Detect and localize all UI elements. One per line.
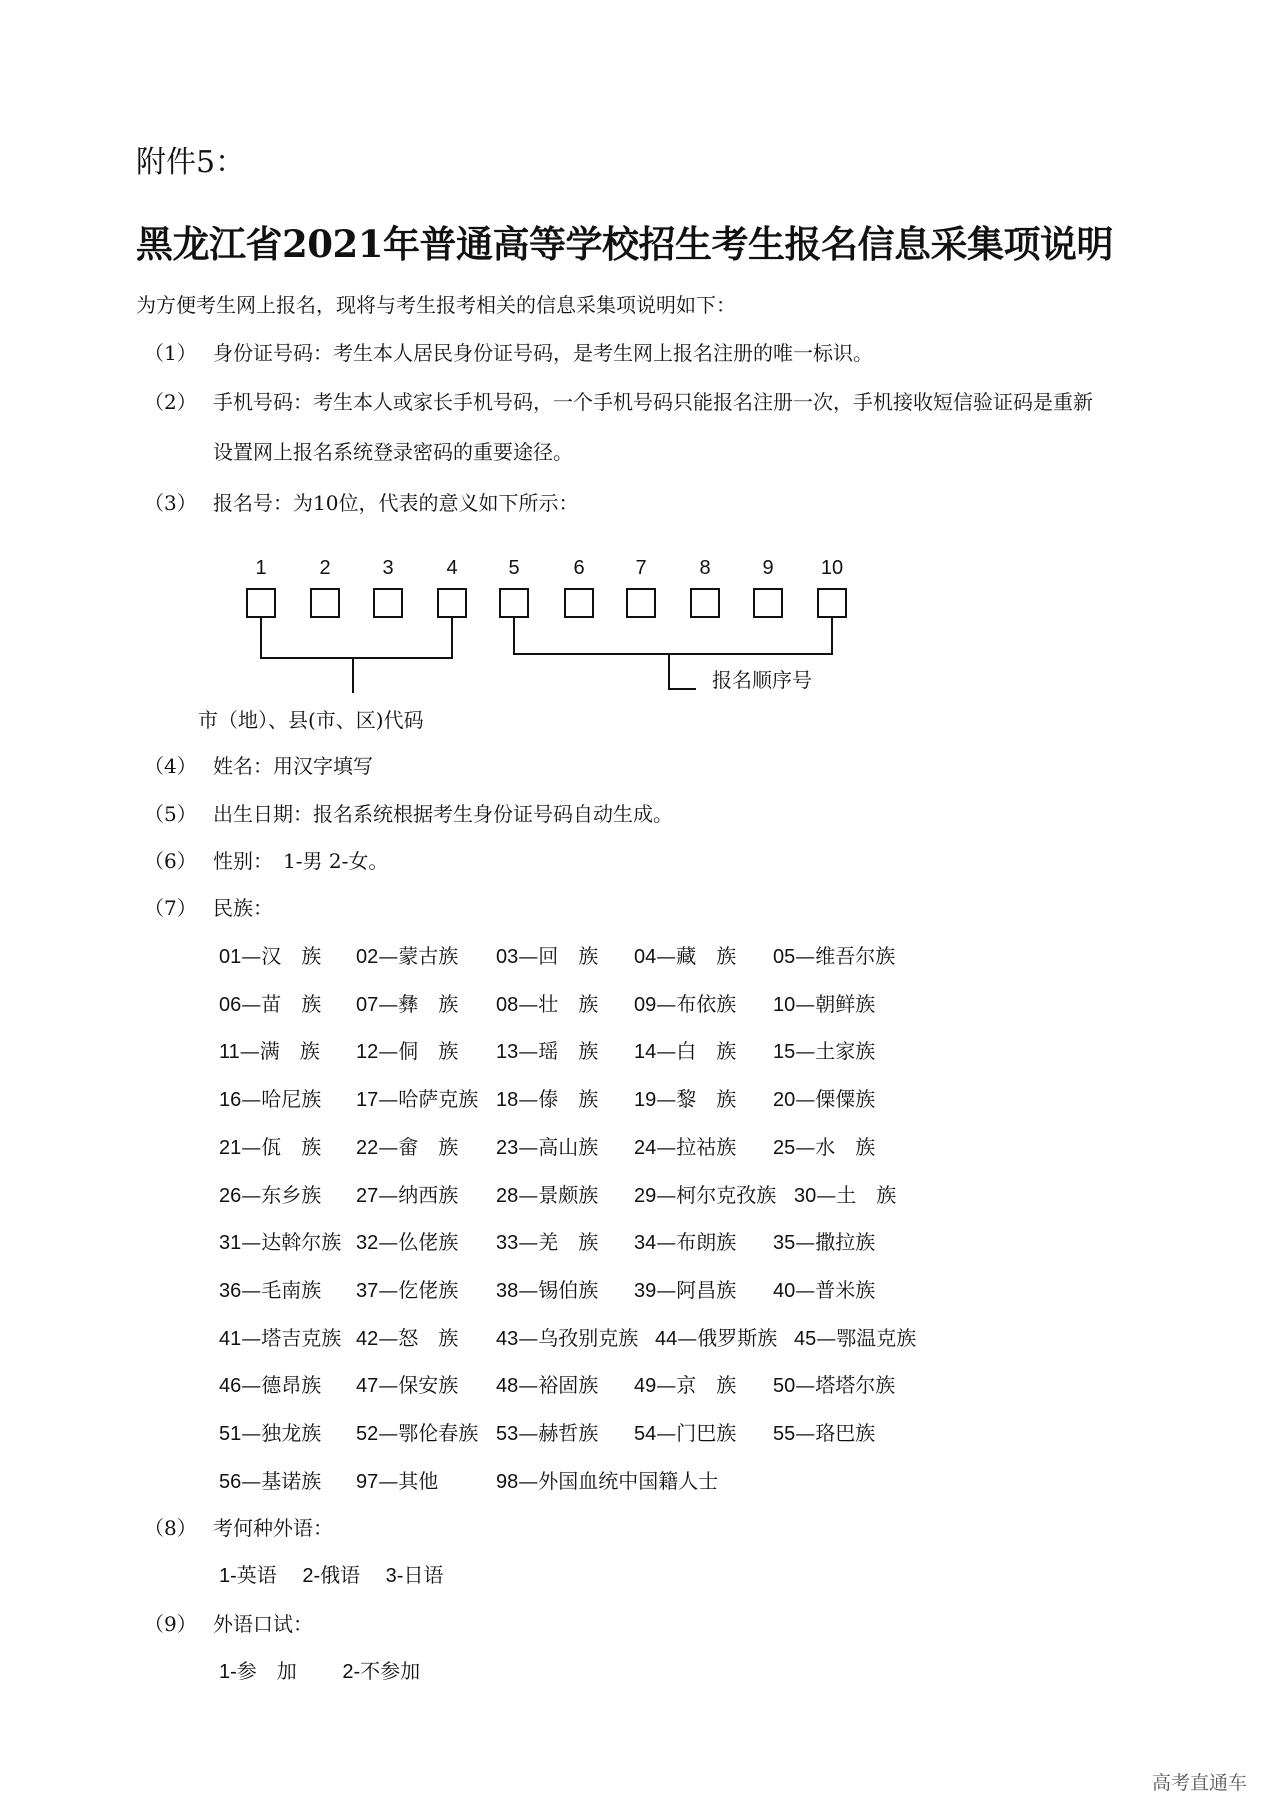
ethnic-name: 其他 bbox=[398, 1468, 439, 1493]
ethnic-name: 壮 族 bbox=[538, 991, 599, 1016]
ethnic-code: 22 bbox=[356, 1136, 379, 1159]
ethnic-code: 46 bbox=[219, 1375, 242, 1398]
dash: — bbox=[241, 1134, 262, 1159]
bracket-line bbox=[668, 653, 670, 690]
ethnic-group-item bbox=[773, 1277, 876, 1302]
ethnic-name: 维吾尔族 bbox=[815, 944, 896, 968]
ethnic-code: 17 bbox=[356, 1089, 379, 1112]
dash: — bbox=[795, 991, 816, 1016]
ethnic-group-item bbox=[496, 1134, 599, 1159]
ethnic-name: 拉祜族 bbox=[676, 1134, 737, 1159]
digit-label: 10 bbox=[820, 557, 844, 579]
ethnic-name: 纳西族 bbox=[398, 1182, 459, 1207]
ethnic-code: 23 bbox=[496, 1136, 519, 1159]
ethnic-group-item bbox=[773, 1134, 876, 1159]
ethnic-group-item bbox=[794, 1325, 917, 1350]
ethnic-group-item bbox=[219, 1468, 322, 1493]
ethnic-name: 独龙族 bbox=[261, 1421, 322, 1445]
item-2-text: 手机号码：考生本人或家长手机号码，一个手机号码只能报名注册一次，手机接收短信验证码是重新 bbox=[213, 390, 1093, 414]
ethnic-group-item bbox=[634, 1375, 736, 1396]
ethnic-group-item bbox=[219, 1182, 322, 1207]
ethnic-name: 鄂温克族 bbox=[836, 1325, 917, 1350]
item-8-number: （8） bbox=[144, 1516, 197, 1540]
dash: — bbox=[518, 944, 539, 968]
dash: — bbox=[795, 1373, 816, 1398]
item-1-number: （1） bbox=[144, 341, 197, 365]
dash: — bbox=[241, 1277, 262, 1302]
bracket-line bbox=[513, 618, 515, 655]
ethnic-name: 东乡族 bbox=[261, 1182, 322, 1207]
ethnic-code: 04 bbox=[634, 946, 657, 968]
ethnic-code: 44 bbox=[655, 1327, 678, 1350]
ethnic-group-item bbox=[634, 1089, 736, 1110]
dash: — bbox=[518, 1421, 539, 1445]
ethnic-name: 塔塔尔族 bbox=[815, 1373, 896, 1398]
dash: — bbox=[378, 1277, 399, 1302]
dash: — bbox=[656, 1182, 677, 1207]
ethnic-group-item bbox=[219, 1134, 322, 1159]
ethnic-group-item bbox=[219, 1325, 342, 1350]
ethnic-name: 景颇族 bbox=[538, 1182, 599, 1207]
digit-box bbox=[246, 588, 276, 618]
ethnic-name: 傈僳族 bbox=[815, 1087, 876, 1112]
dash: — bbox=[816, 1325, 837, 1350]
ethnic-code: 05 bbox=[773, 946, 796, 968]
bracket-line bbox=[831, 618, 833, 655]
dash: — bbox=[378, 991, 399, 1016]
dash: — bbox=[241, 1373, 262, 1398]
digit-label: 4 bbox=[446, 557, 458, 579]
dash: — bbox=[518, 1039, 539, 1064]
ethnic-group-item bbox=[496, 1277, 599, 1302]
ethnic-name: 珞巴族 bbox=[815, 1421, 876, 1445]
ethnic-group-item bbox=[496, 946, 598, 967]
ethnic-code: 98 bbox=[496, 1470, 519, 1493]
ethnic-name: 哈萨克族 bbox=[398, 1087, 479, 1112]
ethnic-name: 塔吉克族 bbox=[261, 1325, 342, 1350]
ethnic-name: 俄罗斯族 bbox=[697, 1325, 778, 1350]
ethnic-name: 苗 族 bbox=[261, 991, 322, 1016]
ethnic-group-item bbox=[634, 1277, 737, 1302]
ethnic-code: 13 bbox=[496, 1041, 519, 1064]
ethnic-code: 54 bbox=[634, 1423, 657, 1445]
dash: — bbox=[518, 1325, 539, 1350]
ethnic-name: 土 族 bbox=[836, 1182, 897, 1207]
digit-box bbox=[817, 588, 847, 618]
item-4-number: （4） bbox=[144, 754, 197, 778]
bracket-line bbox=[352, 657, 354, 693]
digit-label: 2 bbox=[319, 557, 331, 579]
ethnic-code: 40 bbox=[773, 1279, 796, 1302]
dash: — bbox=[378, 1134, 399, 1159]
bracket-line bbox=[260, 618, 262, 659]
dash: — bbox=[241, 1325, 262, 1350]
digit-box bbox=[373, 588, 403, 618]
ethnic-name: 黎 族 bbox=[676, 1087, 737, 1112]
ethnic-code: 48 bbox=[496, 1375, 519, 1398]
item-2-number: （2） bbox=[144, 390, 197, 414]
ethnic-code: 50 bbox=[773, 1375, 796, 1398]
item-6-number: （6） bbox=[144, 849, 197, 873]
ethnic-name: 保安族 bbox=[398, 1373, 459, 1398]
ethnic-group-item bbox=[773, 991, 876, 1016]
ethnic-name: 佤 族 bbox=[261, 1134, 322, 1159]
dash: — bbox=[378, 1182, 399, 1207]
ethnic-group-item bbox=[496, 1041, 598, 1062]
ethnic-group-item bbox=[219, 1423, 321, 1444]
dash: — bbox=[239, 1039, 260, 1064]
item-8-text: 考何种外语： bbox=[213, 1516, 333, 1540]
ethnic-name: 门巴族 bbox=[676, 1421, 737, 1445]
ethnic-code: 21 bbox=[219, 1136, 242, 1159]
ethnic-code: 07 bbox=[356, 993, 379, 1016]
ethnic-group-item bbox=[634, 991, 737, 1016]
ethnic-name: 锡伯族 bbox=[538, 1277, 599, 1302]
ethnic-code: 51 bbox=[219, 1423, 242, 1445]
ethnic-group-item bbox=[773, 1375, 895, 1396]
ethnic-group-item bbox=[356, 1232, 458, 1253]
item-7-number: （7） bbox=[144, 896, 197, 920]
ethnic-group-item bbox=[634, 1182, 777, 1207]
ethnic-name: 毛南族 bbox=[261, 1277, 322, 1302]
ethnic-group-item bbox=[773, 1232, 875, 1253]
item-9-text: 外语口试： bbox=[213, 1612, 313, 1636]
ethnic-group-item bbox=[356, 1468, 439, 1493]
ethnic-group-item bbox=[356, 1134, 459, 1159]
dash: — bbox=[656, 1230, 677, 1255]
dash: — bbox=[677, 1325, 698, 1350]
ethnic-code: 08 bbox=[496, 993, 519, 1016]
ethnic-code: 52 bbox=[356, 1423, 379, 1445]
ethnic-group-item bbox=[219, 1232, 341, 1253]
ethnic-code: 29 bbox=[634, 1184, 657, 1207]
dash: — bbox=[378, 1373, 399, 1398]
ethnic-name: 朝鲜族 bbox=[815, 991, 876, 1016]
ethnic-group-item bbox=[496, 1182, 599, 1207]
digit-label: 6 bbox=[573, 557, 585, 579]
ethnic-group-item bbox=[655, 1325, 778, 1350]
ethnic-name: 乌孜别克族 bbox=[538, 1325, 639, 1350]
digit-label: 9 bbox=[762, 557, 774, 579]
digit-box bbox=[499, 588, 529, 618]
ethnic-name: 哈尼族 bbox=[261, 1087, 322, 1112]
dash: — bbox=[378, 1468, 399, 1493]
dash: — bbox=[241, 1421, 262, 1445]
digit-box bbox=[626, 588, 656, 618]
dash: — bbox=[656, 991, 677, 1016]
dash: — bbox=[378, 1421, 399, 1445]
item-4-text: 姓名：用汉字填写 bbox=[213, 754, 373, 778]
ethnic-group-item bbox=[356, 1277, 459, 1302]
ethnic-name: 傣 族 bbox=[538, 1087, 599, 1112]
ethnic-name: 羌 族 bbox=[538, 1230, 599, 1255]
ethnic-code: 20 bbox=[773, 1089, 796, 1112]
ethnic-group-item bbox=[496, 1423, 598, 1444]
ethnic-name: 赫哲族 bbox=[538, 1421, 599, 1445]
dash: — bbox=[241, 1182, 262, 1207]
ethnic-code: 47 bbox=[356, 1375, 379, 1398]
ethnic-group-item bbox=[496, 1325, 639, 1350]
digit-box bbox=[310, 588, 340, 618]
ethnic-name: 外国血统中国籍人士 bbox=[538, 1468, 719, 1493]
dash: — bbox=[378, 1230, 399, 1255]
ethnic-name: 汉 族 bbox=[261, 944, 322, 968]
ethnic-name: 彝 族 bbox=[398, 991, 459, 1016]
ethnic-name: 基诺族 bbox=[261, 1468, 322, 1493]
ethnic-code: 45 bbox=[794, 1327, 817, 1350]
ethnic-code: 28 bbox=[496, 1184, 519, 1207]
dash: — bbox=[656, 1277, 677, 1302]
intro-text: 为方便考生网上报名，现将与考生报考相关的信息采集项说明如下： bbox=[136, 293, 736, 317]
dash: — bbox=[241, 1468, 262, 1493]
ethnic-code: 03 bbox=[496, 946, 519, 968]
ethnic-code: 11 bbox=[219, 1041, 240, 1064]
ethnic-group-item bbox=[773, 1089, 875, 1110]
digit-box bbox=[690, 588, 720, 618]
ethnic-name: 仫佬族 bbox=[398, 1230, 459, 1255]
ethnic-code: 56 bbox=[219, 1470, 242, 1493]
dash: — bbox=[518, 1468, 539, 1493]
foreign-language-options: 1-英语 2-俄语 3-日语 bbox=[219, 1565, 444, 1587]
ethnic-code: 06 bbox=[219, 993, 242, 1016]
ethnic-group-item bbox=[634, 1232, 736, 1253]
ethnic-group-item bbox=[794, 1182, 897, 1207]
item-7-text: 民族： bbox=[213, 896, 273, 920]
digit-box bbox=[753, 588, 783, 618]
ethnic-name: 瑶 族 bbox=[538, 1039, 599, 1064]
ethnic-group-item bbox=[356, 1089, 478, 1110]
ethnic-code: 33 bbox=[496, 1232, 519, 1255]
dash: — bbox=[656, 944, 677, 968]
ethnic-group-item bbox=[773, 1041, 875, 1062]
ethnic-code: 34 bbox=[634, 1232, 657, 1255]
dash: — bbox=[656, 1134, 677, 1159]
ethnic-code: 37 bbox=[356, 1279, 379, 1302]
ethnic-name: 水 族 bbox=[815, 1134, 876, 1159]
dash: — bbox=[795, 1277, 816, 1302]
dash: — bbox=[241, 991, 262, 1016]
item-3-text: 报名号：为10位，代表的意义如下所示： bbox=[213, 491, 579, 515]
dash: — bbox=[795, 1421, 816, 1445]
ethnic-group-item bbox=[496, 1232, 598, 1253]
ethnic-name: 布朗族 bbox=[676, 1230, 737, 1255]
dash: — bbox=[795, 1087, 816, 1112]
dash: — bbox=[241, 1087, 262, 1112]
ethnic-name: 普米族 bbox=[815, 1277, 876, 1302]
dash: — bbox=[378, 1039, 399, 1064]
ethnic-name: 仡佬族 bbox=[398, 1277, 459, 1302]
digit-box bbox=[437, 588, 467, 618]
ethnic-name: 阿昌族 bbox=[676, 1277, 737, 1302]
ethnic-name: 土家族 bbox=[815, 1039, 876, 1064]
ethnic-group-item bbox=[356, 1182, 459, 1207]
document-title: 黑龙江省2021年普通高等学校招生考生报名信息采集项说明 bbox=[136, 222, 1113, 266]
dash: — bbox=[656, 1087, 677, 1112]
ethnic-group-item bbox=[219, 1375, 321, 1396]
ethnic-code: 42 bbox=[356, 1327, 379, 1350]
ethnic-group-item bbox=[356, 991, 459, 1016]
dash: — bbox=[795, 1134, 816, 1159]
bracket-line bbox=[260, 657, 453, 659]
digit-label: 3 bbox=[382, 557, 394, 579]
ethnic-group-item bbox=[219, 1277, 322, 1302]
ethnic-group-item bbox=[356, 1375, 458, 1396]
dash: — bbox=[656, 1373, 677, 1398]
ethnic-group-item bbox=[219, 1089, 321, 1110]
item-5-number: （5） bbox=[144, 802, 197, 826]
ethnic-name: 怒 族 bbox=[398, 1325, 459, 1350]
ethnic-group-item bbox=[219, 946, 321, 967]
ethnic-code: 26 bbox=[219, 1184, 242, 1207]
ethnic-group-item bbox=[496, 1375, 598, 1396]
ethnic-group-item bbox=[634, 946, 736, 967]
ethnic-code: 43 bbox=[496, 1327, 519, 1350]
oral-test-options: 1-参 加 2-不参加 bbox=[219, 1661, 421, 1683]
ethnic-code: 18 bbox=[496, 1089, 519, 1112]
dash: — bbox=[795, 1039, 816, 1064]
ethnic-code: 55 bbox=[773, 1423, 796, 1445]
ethnic-code: 25 bbox=[773, 1136, 796, 1159]
bracket-line bbox=[668, 688, 696, 690]
ethnic-code: 10 bbox=[773, 993, 796, 1016]
footer-watermark: 高考直通车 bbox=[1152, 1772, 1248, 1794]
dash: — bbox=[241, 1230, 262, 1255]
digit-box bbox=[564, 588, 594, 618]
ethnic-name: 鄂伦春族 bbox=[398, 1421, 479, 1445]
ethnic-group-item bbox=[496, 1089, 598, 1110]
dash: — bbox=[241, 944, 262, 968]
ethnic-code: 41 bbox=[219, 1327, 242, 1350]
ethnic-code: 16 bbox=[219, 1089, 242, 1112]
ethnic-code: 02 bbox=[356, 946, 379, 968]
ethnic-code: 31 bbox=[219, 1232, 242, 1255]
ethnic-code: 14 bbox=[634, 1041, 657, 1064]
dash: — bbox=[518, 1277, 539, 1302]
dash: — bbox=[795, 944, 816, 968]
ethnic-code: 09 bbox=[634, 993, 657, 1016]
ethnic-code: 15 bbox=[773, 1041, 796, 1064]
dash: — bbox=[795, 1230, 816, 1255]
dash: — bbox=[518, 1230, 539, 1255]
ethnic-code: 24 bbox=[634, 1136, 657, 1159]
ethnic-code: 32 bbox=[356, 1232, 379, 1255]
ethnic-name: 布依族 bbox=[676, 991, 737, 1016]
ethnic-name: 白 族 bbox=[676, 1039, 737, 1064]
dash: — bbox=[656, 1039, 677, 1064]
attachment-label: 附件5： bbox=[136, 145, 246, 180]
dash: — bbox=[378, 1087, 399, 1112]
ethnic-code: 97 bbox=[356, 1470, 379, 1493]
ethnic-name: 德昂族 bbox=[261, 1373, 322, 1398]
dash: — bbox=[518, 1373, 539, 1398]
bracket-line bbox=[513, 653, 833, 655]
sequence-number-label: 报名顺序号 bbox=[712, 668, 812, 692]
dash: — bbox=[656, 1421, 677, 1445]
ethnic-code: 27 bbox=[356, 1184, 379, 1207]
ethnic-group-item bbox=[356, 1423, 478, 1444]
ethnic-code: 38 bbox=[496, 1279, 519, 1302]
ethnic-name: 达斡尔族 bbox=[261, 1230, 342, 1255]
ethnic-name: 回 族 bbox=[538, 944, 599, 968]
ethnic-name: 高山族 bbox=[538, 1134, 599, 1159]
ethnic-group-item bbox=[356, 1325, 459, 1350]
item-9-number: （9） bbox=[144, 1612, 197, 1636]
ethnic-name: 侗 族 bbox=[398, 1039, 459, 1064]
ethnic-name: 裕固族 bbox=[538, 1373, 599, 1398]
ethnic-name: 蒙古族 bbox=[398, 944, 459, 968]
ethnic-group-item bbox=[219, 991, 322, 1016]
item-6-text: 性别： 1-男 2-女。 bbox=[213, 849, 389, 873]
digit-label: 8 bbox=[699, 557, 711, 579]
dash: — bbox=[378, 944, 399, 968]
ethnic-name: 藏 族 bbox=[676, 944, 737, 968]
ethnic-group-item bbox=[356, 1041, 458, 1062]
bracket-line bbox=[451, 618, 453, 659]
ethnic-name: 京 族 bbox=[676, 1373, 737, 1398]
ethnic-code: 49 bbox=[634, 1375, 657, 1398]
ethnic-code: 35 bbox=[773, 1232, 796, 1255]
dash: — bbox=[518, 1087, 539, 1112]
digit-label: 7 bbox=[635, 557, 647, 579]
item-1-text: 身份证号码：考生本人居民身份证号码，是考生网上报名注册的唯一标识。 bbox=[213, 341, 873, 365]
region-code-label: 市（地）、县(市、区)代码 bbox=[198, 708, 424, 732]
dash: — bbox=[518, 1182, 539, 1207]
ethnic-group-item bbox=[634, 1041, 736, 1062]
ethnic-code: 12 bbox=[356, 1041, 379, 1064]
ethnic-name: 满 族 bbox=[259, 1039, 320, 1064]
dash: — bbox=[816, 1182, 837, 1207]
ethnic-name: 畲 族 bbox=[398, 1134, 459, 1159]
ethnic-code: 19 bbox=[634, 1089, 657, 1112]
ethnic-code: 30 bbox=[794, 1184, 817, 1207]
digit-label: 5 bbox=[508, 557, 520, 579]
ethnic-group-item bbox=[496, 991, 599, 1016]
digit-label: 1 bbox=[255, 557, 267, 579]
ethnic-group-item bbox=[496, 1468, 719, 1493]
item-3-number: （3） bbox=[144, 491, 197, 515]
ethnic-code: 01 bbox=[219, 946, 242, 968]
dash: — bbox=[378, 1325, 399, 1350]
ethnic-name: 柯尔克孜族 bbox=[676, 1182, 777, 1207]
dash: — bbox=[518, 991, 539, 1016]
ethnic-group-item bbox=[773, 946, 895, 967]
ethnic-code: 53 bbox=[496, 1423, 519, 1445]
ethnic-group-item bbox=[219, 1041, 320, 1062]
item-5-text: 出生日期：报名系统根据考生身份证号码自动生成。 bbox=[213, 802, 673, 826]
ethnic-group-item bbox=[356, 946, 458, 967]
ethnic-group-item bbox=[773, 1423, 875, 1444]
dash: — bbox=[518, 1134, 539, 1159]
ethnic-group-item bbox=[634, 1423, 736, 1444]
item-2-text-continued: 设置网上报名系统登录密码的重要途径。 bbox=[213, 440, 573, 464]
ethnic-code: 36 bbox=[219, 1279, 242, 1302]
ethnic-group-item bbox=[634, 1134, 737, 1159]
ethnic-name: 撒拉族 bbox=[815, 1230, 876, 1255]
ethnic-code: 39 bbox=[634, 1279, 657, 1302]
